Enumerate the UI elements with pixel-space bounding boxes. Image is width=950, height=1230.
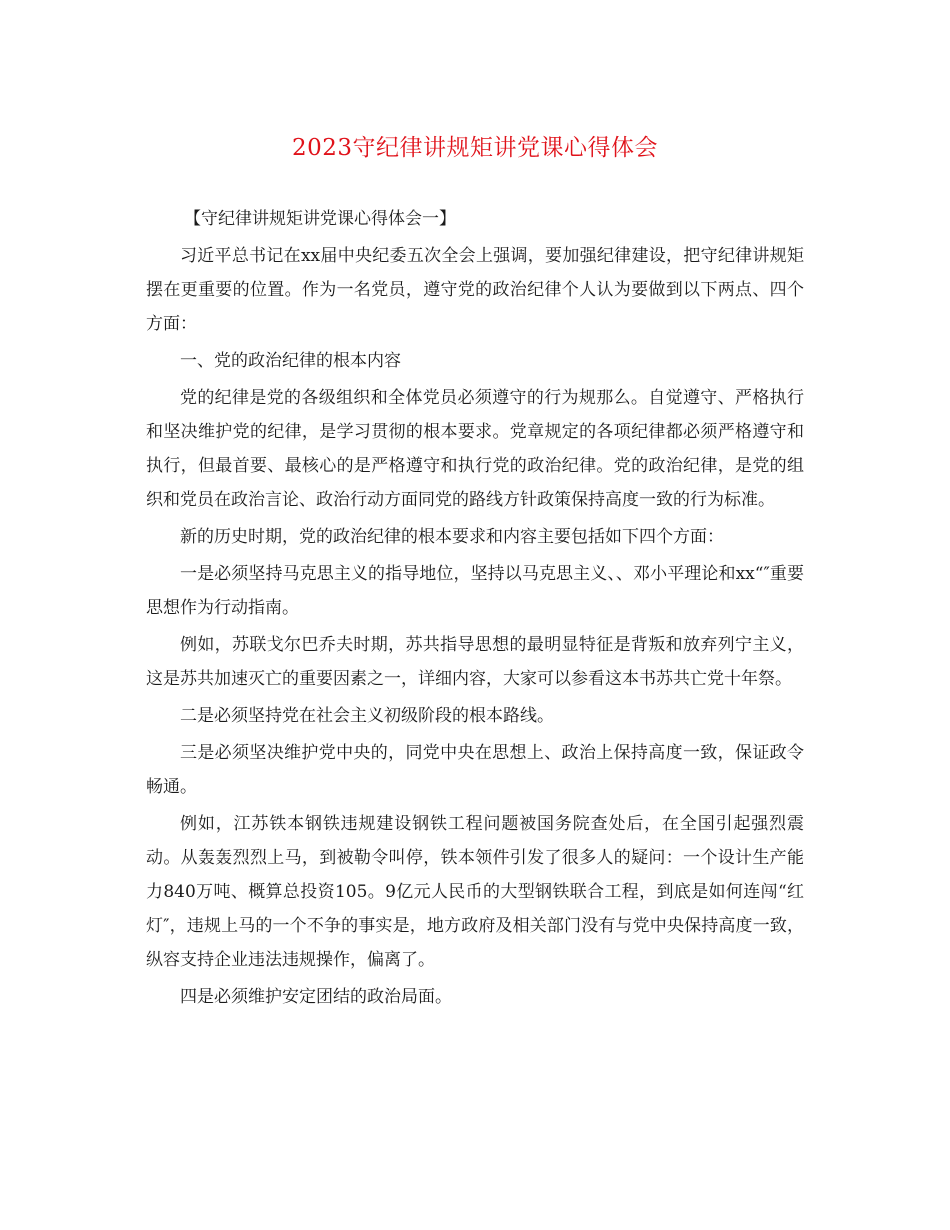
document-body	[146, 202, 804, 1017]
paragraph: 三是必须坚决维护党中央的，同党中央在思想上、政治上保持高度一致，保证政令畅通。	[146, 743, 804, 797]
document-title: 2023守纪律讲规矩讲党课心得体会	[291, 135, 659, 161]
paragraph: 二是必须坚持党在社会主义初级阶段的根本路线。	[180, 706, 554, 726]
paragraph: 四是必须维护安定团结的政治局面。	[180, 987, 452, 1007]
paragraph: 新的历史时期，党的政治纪律的根本要求和内容主要包括如下四个方面：	[180, 527, 724, 547]
paragraph: 例如，苏联戈尔巴乔夫时期，苏共指导思想的最明显特征是背叛和放弃列宁主义，这是苏共加速灭亡的重要因素之一，详细内容，大家可以参看这本书苏共亡党十年祭。	[146, 635, 804, 689]
section-heading: 一、党的政治纪律的根本内容	[180, 351, 401, 371]
paragraph: 党的纪律是党的各级组织和全体党员必须遵守的行为规那么。自觉遵守、严格执行和坚决维护党的纪律，是学习贯彻的根本要求。党章规定的各项纪律都必须严格遵守和执行，但最首要、最核心的是严格遵守和执行党的政治纪律。党的政治纪律，是党的组织和党员在政治言论、政治行动方面同党的路线方针政策保持高度一致的行为标准。	[146, 388, 804, 510]
paragraph: 一是必须坚持马克思主义的指导地位，坚持以马克思主义、、邓小平理论和xx“″重要思想作为行动指南。	[146, 564, 804, 618]
paragraph: 例如，江苏铁本钢铁违规建设钢铁工程问题被国务院查处后，在全国引起强烈震动。从轰轰烈烈上马，到被勒令叫停，铁本领件引发了很多人的疑问：一个设计生产能力840万吨、概算总投资105。9亿元人民币的大型钢铁联合工程，到底是如何连闯“红灯″，违规上马的一个不争的事实是，地方政府及相关部门没有与党中央保持高度一致，纵容支持企业违法违规操作，偏离了。	[146, 814, 804, 970]
paragraph: 习近平总书记在xx届中央纪委五次全会上强调，要加强纪律建设，把守纪律讲规矩摆在更重要的位置。作为一名党员，遵守党的政治纪律个人认为要做到以下两点、四个方面：	[146, 246, 804, 334]
section-heading: 【守纪律讲规矩讲党课心得体会一】	[184, 209, 456, 229]
